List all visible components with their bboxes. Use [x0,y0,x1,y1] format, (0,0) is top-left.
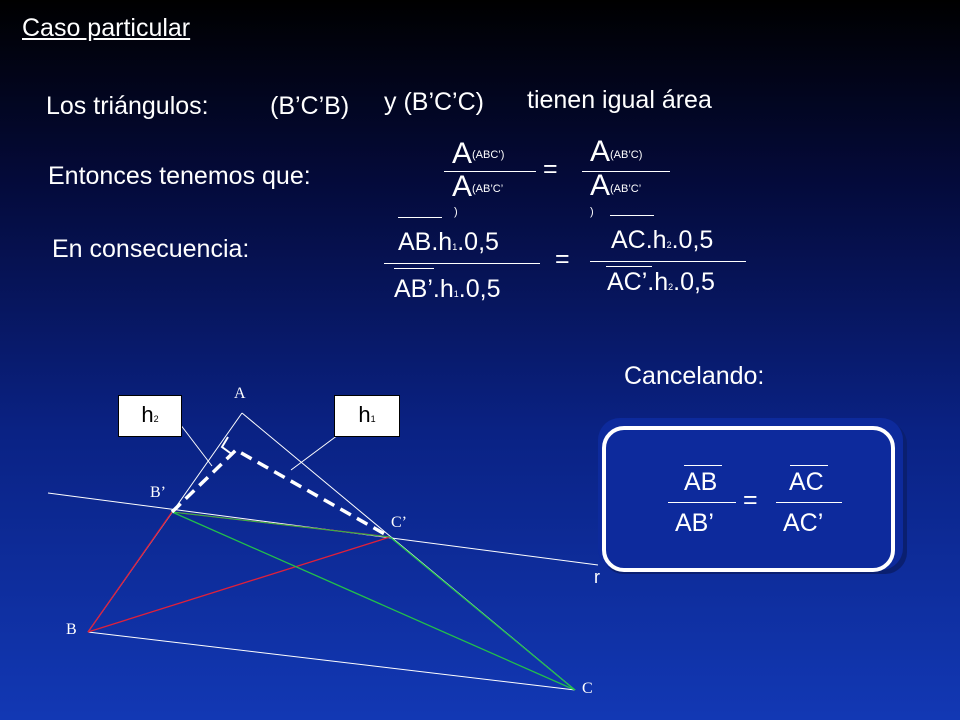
area-subscript: (AB’C’ [610,183,642,195]
triangle-2: y (B’C’C) [384,88,484,116]
subscript: 2 [666,240,672,250]
segment-Bprime-C [172,512,575,690]
denominator-tail: .0,5 [673,268,715,296]
equals-sign: = [743,486,758,514]
callout-h1-text: h [358,402,371,427]
numerator-text: AC.h [611,226,667,254]
result-numerator: AC [789,468,824,496]
segment-B-Bprime [88,512,172,632]
area-symbol: A [590,169,611,202]
point-A-label: A [234,385,246,402]
area-symbol: A [452,170,473,203]
denominator-tail: .0,5 [458,275,501,303]
area-subscript-close: ) [590,206,594,218]
point-Bprime-label: B’ [150,484,166,501]
segment-Cprime-C [390,537,575,690]
area-symbol: A [452,137,473,170]
callout-h1-sub: 1 [370,414,376,424]
area-subscript: (AB’C’ [472,183,504,195]
subscript: 1 [452,242,458,252]
triangle-1: (B’C’B) [270,92,350,120]
callout-h2-sub: 2 [153,414,159,424]
area-symbol: A [590,135,611,168]
callout-h1 [334,395,400,437]
subscript: 2 [668,282,674,292]
intro-label: Los triángulos: [46,92,209,120]
equals-sign: = [543,155,558,183]
result-numerator: AB [684,468,718,496]
point-C-label: C [582,680,593,697]
numerator-text: AB.h [398,228,453,256]
line-r-label: r [594,567,600,587]
callout-h1-pointer [291,435,338,470]
callout-h2 [118,395,182,437]
equals-sign: = [555,245,570,273]
area-subscript: (ABC’) [472,149,505,161]
point-B-label: B [66,621,77,638]
subscript: 1 [453,289,459,299]
denominator-text: AC’.h [607,268,669,296]
segment-Bprime-Cprime-green [172,512,390,537]
side-BC [88,632,575,690]
step1-label: Entonces tenemos que: [48,162,311,190]
slide-title: Caso particular [22,14,191,42]
result-denominator: AB’ [675,509,714,537]
numerator-tail: .0,5 [457,228,499,256]
denominator-text: AB’.h [394,275,454,303]
result-denominator: AC’ [783,509,824,537]
step2-label: En consecuencia: [52,235,250,263]
cancel-label: Cancelando: [624,362,765,390]
area-subscript-close: ) [454,206,458,218]
callout-h2-text: h [141,402,154,427]
point-Cprime-label: C’ [391,514,407,531]
segment-B-Cprime [88,537,390,632]
equal-area-text: tienen igual área [527,86,712,114]
area-subscript: (AB’C) [610,149,643,161]
callout-h2-pointer [180,424,212,466]
numerator-tail: .0,5 [671,226,714,254]
